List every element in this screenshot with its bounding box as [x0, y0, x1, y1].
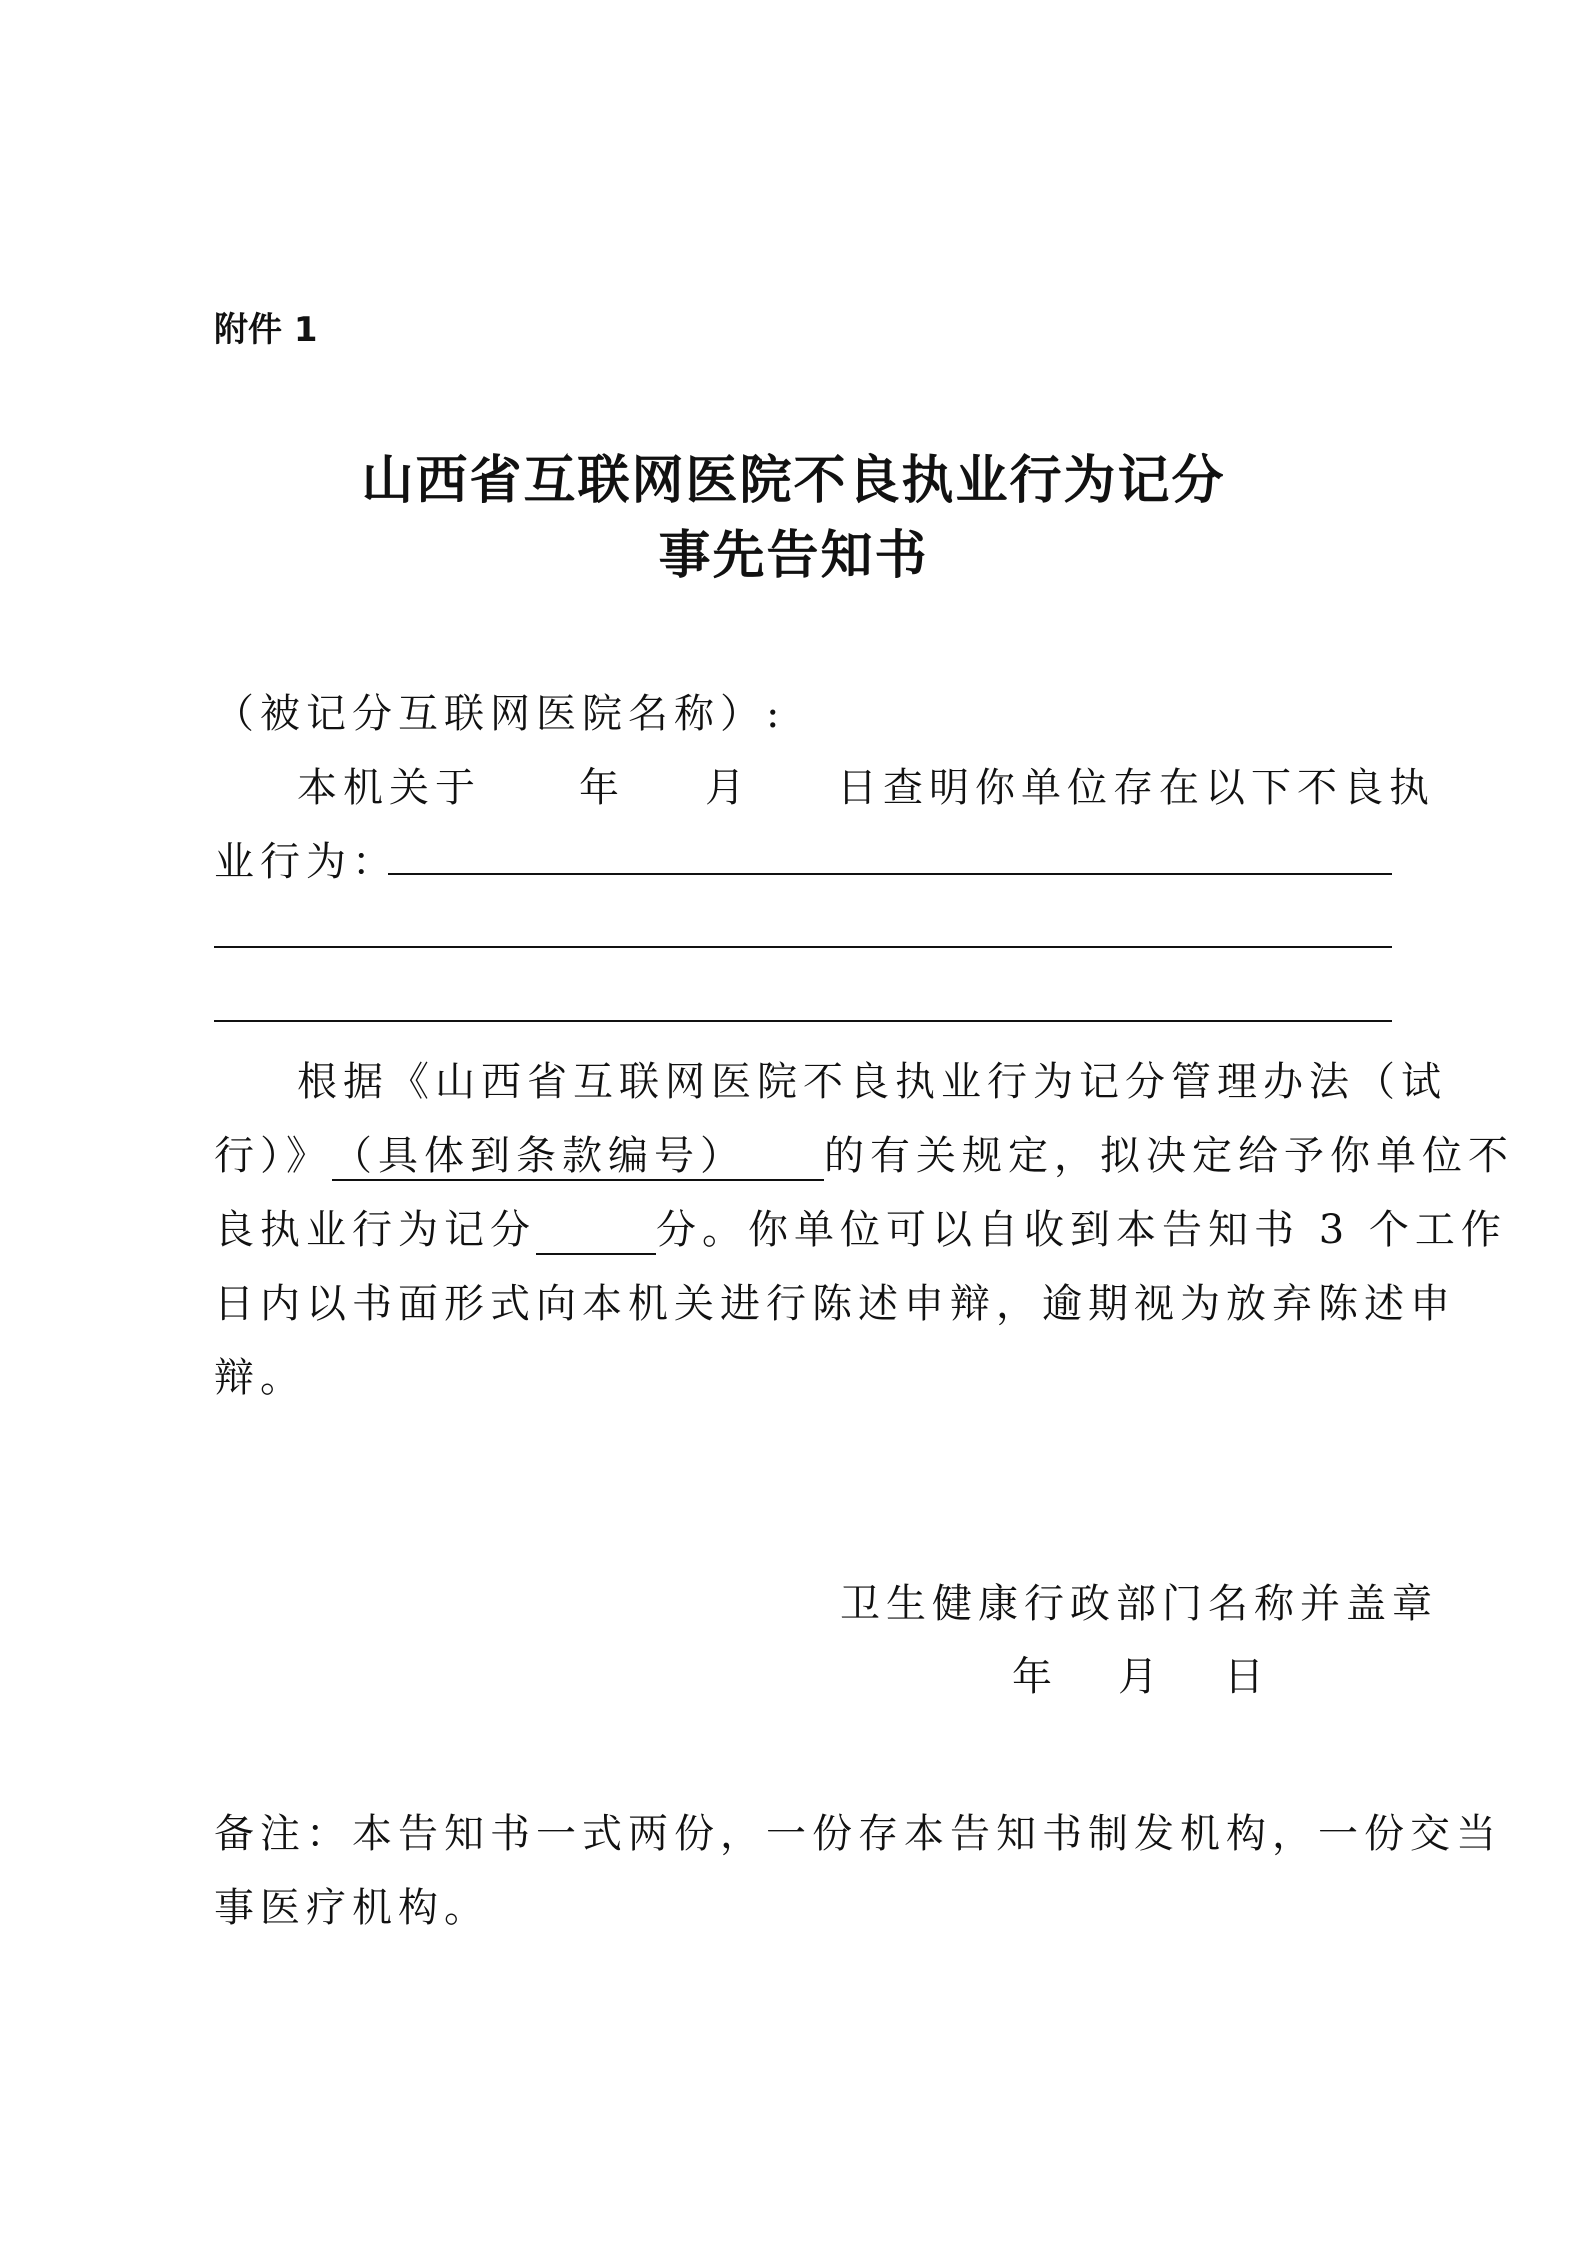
attachment-label: 附件 1: [214, 310, 318, 350]
signature-month: 月: [1118, 1654, 1164, 1700]
behavior-blank-line-1[interactable]: [388, 873, 1392, 875]
signature-day: 日: [1224, 1654, 1270, 1700]
p1-year: 年: [579, 765, 625, 811]
behavior-blank-line-2[interactable]: [214, 946, 1392, 948]
paragraph-1-line-2: 业行为：: [214, 839, 398, 885]
issuing-authority-seal: 卫生健康行政部门名称并盖章: [840, 1581, 1438, 1627]
document-title-line-1: 山西省互联网医院不良执业行为记分: [361, 450, 1226, 511]
p2-score-label: 良执业行为记分: [214, 1207, 536, 1253]
paragraph-2-line-1: 根据《山西省互联网医院不良执业行为记分管理办法（试: [297, 1059, 1447, 1105]
p1-month: 月: [705, 765, 751, 811]
clause-number-hint: （具体到条款编号）: [332, 1133, 746, 1179]
p2-score-rest: 分。你单位可以自收到本告知书 3 个工作: [656, 1207, 1507, 1253]
note-line-2: 事医疗机构。: [214, 1885, 490, 1931]
paragraph-2-line-4: 日内以书面形式向本机关进行陈述申辩，逾期视为放弃陈述申: [214, 1281, 1456, 1327]
signature-year: 年: [1012, 1654, 1058, 1700]
paragraph-2-line-3: [214, 1198, 1507, 1255]
paragraph-1-line-1: [297, 756, 1435, 813]
paragraph-2-line-5: 辩。: [214, 1355, 306, 1401]
document-title-line-2: 事先告知书: [658, 525, 929, 586]
signature-date: [1012, 1645, 1270, 1702]
paragraph-2-line-2: [214, 1124, 1514, 1181]
score-blank-field[interactable]: [536, 1213, 656, 1255]
p2-regulation-end: 行）》: [214, 1133, 332, 1179]
p1-intro: 本机关于: [297, 765, 481, 811]
p1-day-rest: 日查明你单位存在以下不良执: [837, 765, 1435, 811]
p2-decision-text: 的有关规定，拟决定给予你单位不: [824, 1133, 1514, 1179]
note-line-1: 备注：本告知书一式两份，一份存本告知书制发机构，一份交当: [214, 1811, 1502, 1857]
clause-number-field[interactable]: [332, 1133, 824, 1181]
addressee: （被记分互联网医院名称）:: [214, 691, 786, 737]
behavior-blank-line-3[interactable]: [214, 1020, 1392, 1022]
